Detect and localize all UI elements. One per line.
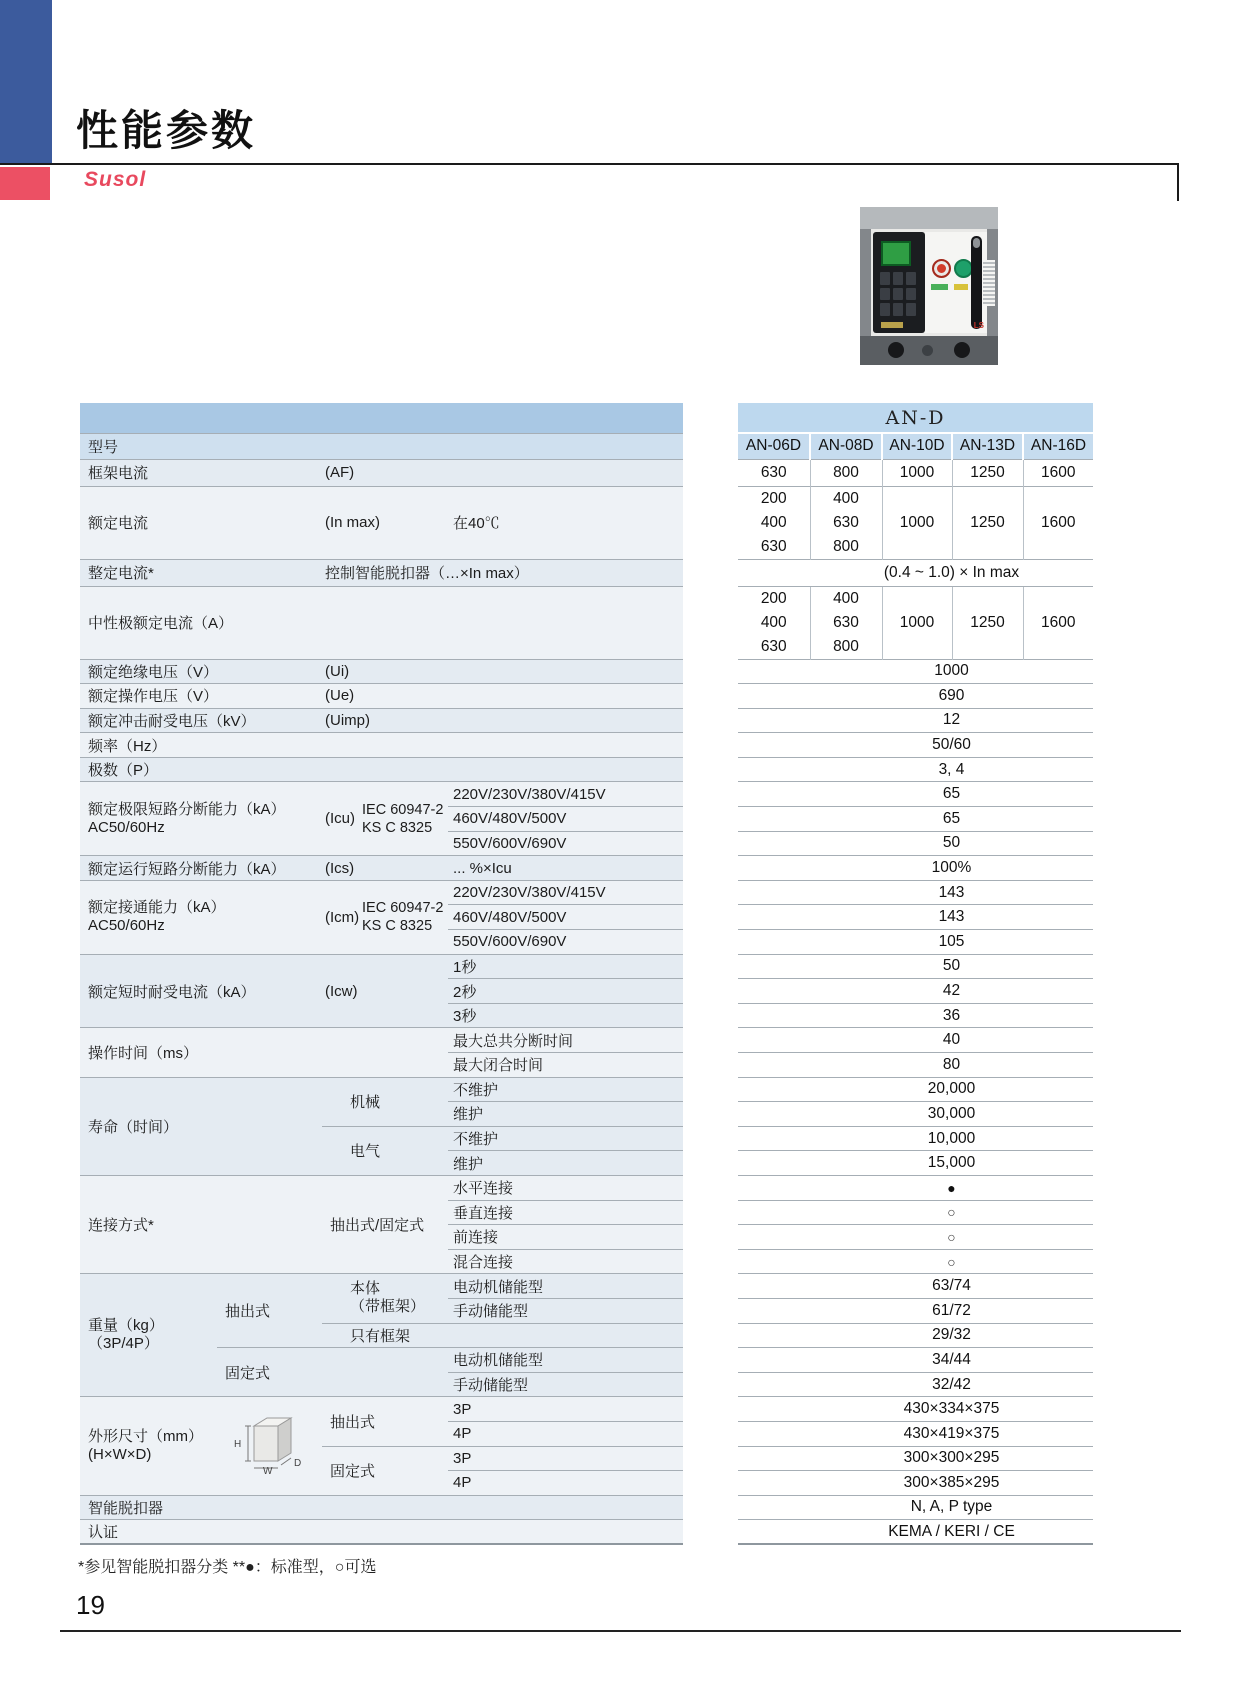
spec-value-cell: 1000 xyxy=(882,459,952,486)
spec-label-cell: 最大总共分断时间 xyxy=(448,1028,683,1053)
spec-value-cell: 400 630 800 xyxy=(810,486,882,559)
model-header-cell: AN-06D xyxy=(738,433,810,459)
spec-label-cell: 不维护 xyxy=(448,1126,683,1151)
spec-value-cell: 430×334×375 xyxy=(738,1397,1093,1422)
spec-value-cell: 100% xyxy=(738,856,1093,881)
spec-value-cell: 65 xyxy=(738,782,1093,807)
spec-value-cell: 63/74 xyxy=(738,1274,1093,1299)
spec-value-cell: 400 630 800 xyxy=(810,586,882,659)
breaker-handle xyxy=(971,236,982,329)
spec-label-cell: 手动储能型 xyxy=(448,1298,683,1323)
spec-value-cell: 61/72 xyxy=(738,1298,1093,1323)
spec-label-cell: 寿命（时间） xyxy=(80,1077,322,1175)
spec-label-cell: 3P xyxy=(448,1446,683,1471)
spec-value-cell: 50/60 xyxy=(738,733,1093,758)
spec-value-cell: ● xyxy=(738,1175,1093,1200)
spec-label-cell: 固定式 xyxy=(217,1348,322,1397)
spec-label-cell xyxy=(80,403,683,433)
series-title: AN-D xyxy=(738,403,1093,433)
spec-label-cell: 额定操作电压（V） xyxy=(80,684,322,709)
spec-value-cell: 1000 xyxy=(738,659,1093,684)
spec-label-cell: 维护 xyxy=(448,1151,683,1176)
spec-label-cell: 认证 xyxy=(80,1520,683,1545)
spec-label-cell: (AF) xyxy=(322,459,683,486)
spec-value-cell: 29/32 xyxy=(738,1323,1093,1348)
breaker-knob-right xyxy=(954,342,970,358)
spec-label-cell: 维护 xyxy=(448,1102,683,1127)
spec-label-cell: 电动机储能型 xyxy=(448,1274,683,1299)
spec-label-cell: 额定绝缘电压（V） xyxy=(80,659,322,684)
spec-label-cell xyxy=(448,1323,683,1348)
spec-label-cell: 中性极额定电流（A） xyxy=(80,586,683,659)
spec-value-cell: 430×419×375 xyxy=(738,1421,1093,1446)
breaker-keypad xyxy=(880,272,916,316)
spec-label-cell: 4P xyxy=(448,1421,683,1446)
model-header-cell: AN-16D xyxy=(1023,433,1093,459)
spec-label-cell: 连接方式* xyxy=(80,1175,322,1273)
brand-logo: Susol xyxy=(84,168,147,191)
spec-label-cell: 460V/480V/500V xyxy=(448,807,683,832)
spec-label-cell: 在40℃ xyxy=(448,486,683,559)
spec-table-values xyxy=(738,403,1093,1545)
spec-value-cell: KEMA / KERI / CE xyxy=(738,1520,1093,1545)
model-header-cell: AN-10D xyxy=(882,433,952,459)
spec-value-cell: 10,000 xyxy=(738,1126,1093,1151)
spec-label-cell: 机械 xyxy=(322,1077,448,1126)
spec-label-cell: 外形尺寸（mm） (H×W×D) xyxy=(80,1397,217,1495)
spec-label-cell: 3秒 xyxy=(448,1003,683,1028)
spec-value-cell: 40 xyxy=(738,1028,1093,1053)
breaker-nameplate xyxy=(983,260,995,306)
model-header-cell: AN-13D xyxy=(952,433,1023,459)
spec-label-cell: 本体 （带框架） xyxy=(322,1274,448,1323)
spec-label-cell: 框架电流 xyxy=(80,459,322,486)
spec-label-cell: 550V/600V/690V xyxy=(448,831,683,856)
spec-label-cell: (Icw) xyxy=(322,954,448,1028)
spec-value-cell: 630 xyxy=(738,459,810,486)
spec-value-cell: 1600 xyxy=(1023,586,1093,659)
header-rule-end xyxy=(1177,163,1179,201)
breaker-knob-center xyxy=(922,345,933,356)
spec-label-cell: 最大闭合时间 xyxy=(448,1053,683,1078)
spec-label-cell: 固定式 xyxy=(322,1446,448,1495)
spec-value-cell: 65 xyxy=(738,807,1093,832)
spec-label-cell: 额定冲击耐受电压（kV） xyxy=(80,708,322,733)
spec-value-cell: 32/42 xyxy=(738,1372,1093,1397)
spec-label-cell: 重量（kg） （3P/4P） xyxy=(80,1274,217,1397)
spec-value-cell: 50 xyxy=(738,954,1093,979)
spec-label-cell: 额定短时耐受电流（kA） xyxy=(80,954,322,1028)
spec-value-cell: 300×385×295 xyxy=(738,1471,1093,1496)
header-rule xyxy=(0,163,1179,165)
spec-label-cell: (Ics) xyxy=(322,856,448,881)
spec-label-cell: (Uimp) xyxy=(322,708,683,733)
spec-label-cell: 电动机储能型 xyxy=(448,1348,683,1373)
spec-label-cell: 额定极限短路分断能力（kA） AC50/60Hz xyxy=(80,782,322,856)
spec-label-cell: 2秒 xyxy=(448,979,683,1004)
spec-value-cell: 690 xyxy=(738,684,1093,709)
spec-label-cell: 电气 xyxy=(322,1126,448,1175)
spec-value-cell: 1000 xyxy=(882,586,952,659)
spec-label-cell: 抽出式 xyxy=(322,1397,448,1446)
spec-value-cell: 12 xyxy=(738,708,1093,733)
spec-label-cell: 水平连接 xyxy=(448,1175,683,1200)
spec-label-cell: 抽出式 xyxy=(217,1274,322,1348)
spec-label-cell: 频率（Hz） xyxy=(80,733,683,758)
spec-label-cell: (In max) xyxy=(322,486,448,559)
breaker-top-panel xyxy=(860,207,998,231)
spec-table-parameters xyxy=(80,403,683,1545)
spec-value-cell: 1250 xyxy=(952,486,1023,559)
dimension-box-icon xyxy=(220,1413,320,1475)
spec-table-values-body xyxy=(738,403,1093,1544)
breaker-knob-left xyxy=(888,342,904,358)
ls-logo: LS xyxy=(973,321,984,330)
spec-label-cell: 操作时间（ms） xyxy=(80,1028,322,1077)
spec-label-cell: IEC 60947-2 KS C 8325 xyxy=(360,880,448,954)
spec-label-cell: (Icu) xyxy=(322,782,360,856)
breaker-front-cover xyxy=(925,232,987,333)
spec-label-cell: 额定电流 xyxy=(80,486,322,559)
breaker-panel-label xyxy=(881,322,903,328)
spec-value-cell: ○ xyxy=(738,1200,1093,1225)
spec-value-cell: 20,000 xyxy=(738,1077,1093,1102)
spec-value-cell: 1600 xyxy=(1023,486,1093,559)
spec-label-cell: 垂直连接 xyxy=(448,1200,683,1225)
spec-label-cell: 1秒 xyxy=(448,954,683,979)
breaker-base xyxy=(860,336,998,365)
spec-value-cell: 50 xyxy=(738,831,1093,856)
spec-value-cell: 200 400 630 xyxy=(738,486,810,559)
spec-label-cell: 智能脱扣器 xyxy=(80,1495,683,1520)
spec-value-cell: 300×300×295 xyxy=(738,1446,1093,1471)
spec-value-cell: 34/44 xyxy=(738,1348,1093,1373)
spec-value-cell: 105 xyxy=(738,930,1093,955)
spec-label-cell: 只有框架 xyxy=(322,1323,448,1348)
spec-value-cell: 30,000 xyxy=(738,1102,1093,1127)
page-number: 19 xyxy=(76,1590,105,1620)
corner-accent-blue xyxy=(0,0,52,163)
spec-label-cell: 型号 xyxy=(80,433,683,459)
breaker-status-label-green xyxy=(931,284,948,290)
spec-label-cell: 550V/600V/690V xyxy=(448,930,683,955)
spec-value-cell: 800 xyxy=(810,459,882,486)
spec-value-cell: 3, 4 xyxy=(738,757,1093,782)
breaker-left-rail xyxy=(860,229,871,336)
svg-text:W: W xyxy=(262,1466,272,1475)
spec-value-cell: 36 xyxy=(738,1003,1093,1028)
spec-value-cell: (0.4 ~ 1.0) × In max xyxy=(738,559,1093,586)
spec-value-cell: 80 xyxy=(738,1053,1093,1078)
spec-value-cell: ○ xyxy=(738,1249,1093,1274)
corner-accent-red xyxy=(0,167,50,200)
product-photo xyxy=(860,207,998,365)
spec-label-cell: (Icm) xyxy=(322,880,360,954)
spec-label-cell: 220V/230V/380V/415V xyxy=(448,782,683,807)
spec-value-cell: 1250 xyxy=(952,459,1023,486)
spec-label-cell: 控制智能脱扣器（…×In max） xyxy=(322,559,683,586)
breaker-off-button xyxy=(932,259,951,278)
breaker-status-label-yellow xyxy=(954,284,968,290)
spec-value-cell: 1000 xyxy=(882,486,952,559)
spec-label-cell: (Ue) xyxy=(322,684,683,709)
spec-value-cell: 42 xyxy=(738,979,1093,1004)
spec-label-cell: 460V/480V/500V xyxy=(448,905,683,930)
spec-value-cell: 143 xyxy=(738,905,1093,930)
breaker-display xyxy=(881,241,911,266)
spec-label-cell: 混合连接 xyxy=(448,1249,683,1274)
spec-label-cell xyxy=(322,1028,448,1077)
dimension-box-cell xyxy=(217,1397,322,1495)
spec-label-cell: 抽出式/固定式 xyxy=(322,1175,448,1273)
spec-label-cell: 极数（P） xyxy=(80,757,683,782)
spec-label-cell: 220V/230V/380V/415V xyxy=(448,880,683,905)
spec-label-cell: 整定电流* xyxy=(80,559,322,586)
spec-label-cell: 额定接通能力（kA） AC50/60Hz xyxy=(80,880,322,954)
spec-table-parameters-body xyxy=(80,403,683,1544)
svg-text:D: D xyxy=(293,1458,301,1469)
spec-label-cell: 手动储能型 xyxy=(448,1372,683,1397)
spec-value-cell: 200 400 630 xyxy=(738,586,810,659)
spec-label-cell: (Ui) xyxy=(322,659,683,684)
spec-value-cell: 1250 xyxy=(952,586,1023,659)
svg-text:H: H xyxy=(233,1439,241,1450)
spec-value-cell: 1600 xyxy=(1023,459,1093,486)
spec-label-cell: IEC 60947-2 KS C 8325 xyxy=(360,782,448,856)
spec-label-cell: 4P xyxy=(448,1471,683,1496)
model-header-cell: AN-08D xyxy=(810,433,882,459)
spec-value-cell: 15,000 xyxy=(738,1151,1093,1176)
spec-label-cell: 额定运行短路分断能力（kA） xyxy=(80,856,322,881)
spec-value-cell: N, A, P type xyxy=(738,1495,1093,1520)
spec-label-cell: ... %×Icu xyxy=(448,856,683,881)
spec-label-cell: 3P xyxy=(448,1397,683,1422)
footer-rule xyxy=(60,1630,1181,1632)
spec-label-cell xyxy=(322,1348,448,1397)
spec-value-cell: 143 xyxy=(738,880,1093,905)
spec-value-cell: ○ xyxy=(738,1225,1093,1250)
page-title: 性能参数 xyxy=(76,107,257,154)
spec-label-cell: 前连接 xyxy=(448,1225,683,1250)
breaker-control-panel xyxy=(873,232,925,333)
spec-label-cell: 不维护 xyxy=(448,1077,683,1102)
footnote: *参见智能脱扣器分类 **●：标准型，○可选 xyxy=(78,1559,377,1576)
